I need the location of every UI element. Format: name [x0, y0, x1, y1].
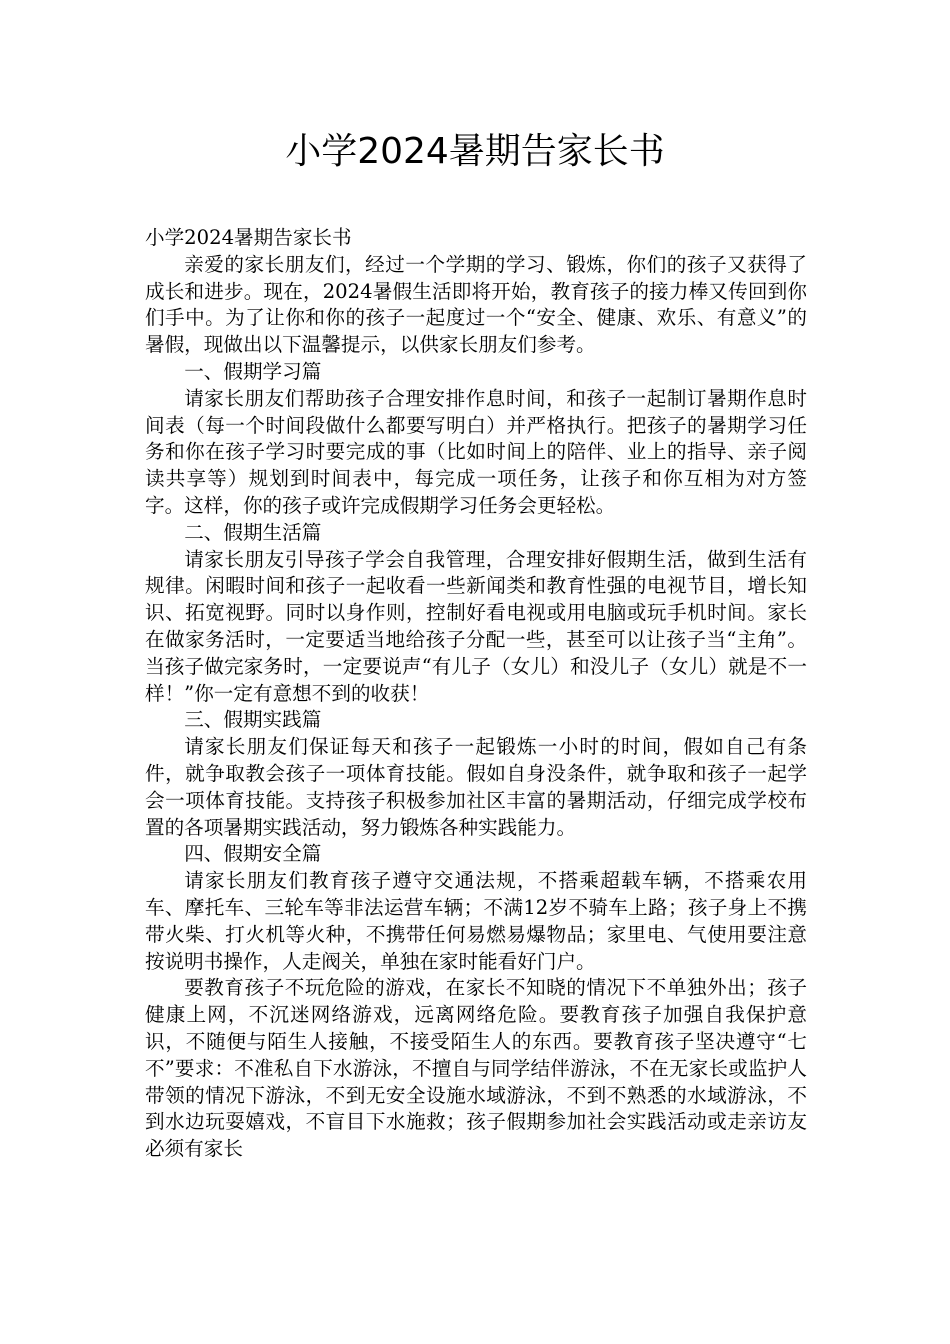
section-heading-life: 二、假期生活篇 — [184, 520, 322, 544]
paragraph-practice: 请家长朋友们保证每天和孩子一起锻炼一小时的时间，假如自己有条件，就争取教会孩子一项体育技能。假如自身没条件，就争取和孩子一起学会一项体育技能。支持孩子积极参加社区丰富的暑期活动，仔细完成学校布置的各项暑期实践活动，努力锻炼各种实践能力。 — [145, 735, 807, 839]
paragraph-safety-1: 请家长朋友们教育孩子遵守交通法规，不搭乘超载车辆，不搭乘农用车、摩托车、三轮车等非法运营车辆；不满12岁不骑车上路；孩子身上不携带火柴、打火机等火种，不携带任何易燃易爆物品；家里电、气使用要注意按说明书操作，人走阀关，单独在家时能看好门户。 — [145, 869, 807, 973]
paragraph-life: 请家长朋友引导孩子学会自我管理，合理安排好假期生活，做到生活有规律。闲暇时间和孩子一起收看一些新闻类和教育性强的电视节目，增长知识、拓宽视野。同时以身作则，控制好看电视或用电脑或玩手机时间。家长在做家务活时，一定要适当地给孩子分配一些，甚至可以让孩子当“主角”。当孩子做完家务时，一定要说声“有儿子（女儿）和没儿子（女儿）就是不一样！”你一定有意想不到的收获！ — [145, 547, 807, 705]
document-title: 小学2024暑期告家长书 — [285, 131, 665, 172]
paragraph-safety-2: 要教育孩子不玩危险的游戏，在家长不知晓的情况下不单独外出；孩子健康上网，不沉迷网络游戏，远离网络危险。要教育孩子加强自我保护意识，不随便与陌生人接触，不接受陌生人的东西。要教育孩子坚决遵守“七不”要求：不准私自下水游泳，不擅自与同学结伴游泳，不在无家长或监护人带领的情况下游泳，不到无安全设施水域游泳，不到不熟悉的水域游泳，不到水边玩耍嬉戏，不盲目下水施救；孩子假期参加社会实践活动或走亲访友必须有家长 — [145, 976, 807, 1161]
section-heading-safety: 四、假期安全篇 — [184, 842, 322, 866]
paragraph-intro: 亲爱的家长朋友们，经过一个学期的学习、锻炼，你们的孩子又获得了成长和进步。现在，2024暑假生活即将开始，教育孩子的接力棒又传回到你们手中。为了让你和你的孩子一起度过一个“安全、健康、欢乐、有意义”的暑假，现做出以下温馨提示，以供家长朋友们参考。 — [145, 252, 807, 357]
section-heading-practice: 三、假期实践篇 — [184, 708, 322, 732]
paragraph-study: 请家长朋友们帮助孩子合理安排作息时间，和孩子一起制订暑期作息时间表（每一个时间段做什么都要写明白）并严格执行。把孩子的暑期学习任务和你在孩子学习时要完成的事（比如时间上的陪伴、业上的指导、亲子阅读共享等）规划到时间表中，每完成一项任务，让孩子和你互相为对方签字。这样，你的孩子或许完成假期学习任务会更轻松。 — [145, 386, 807, 517]
document-body — [145, 225, 807, 1163]
body-heading: 小学2024暑期告家长书 — [145, 226, 352, 249]
section-heading-study: 一、假期学习篇 — [184, 359, 322, 383]
